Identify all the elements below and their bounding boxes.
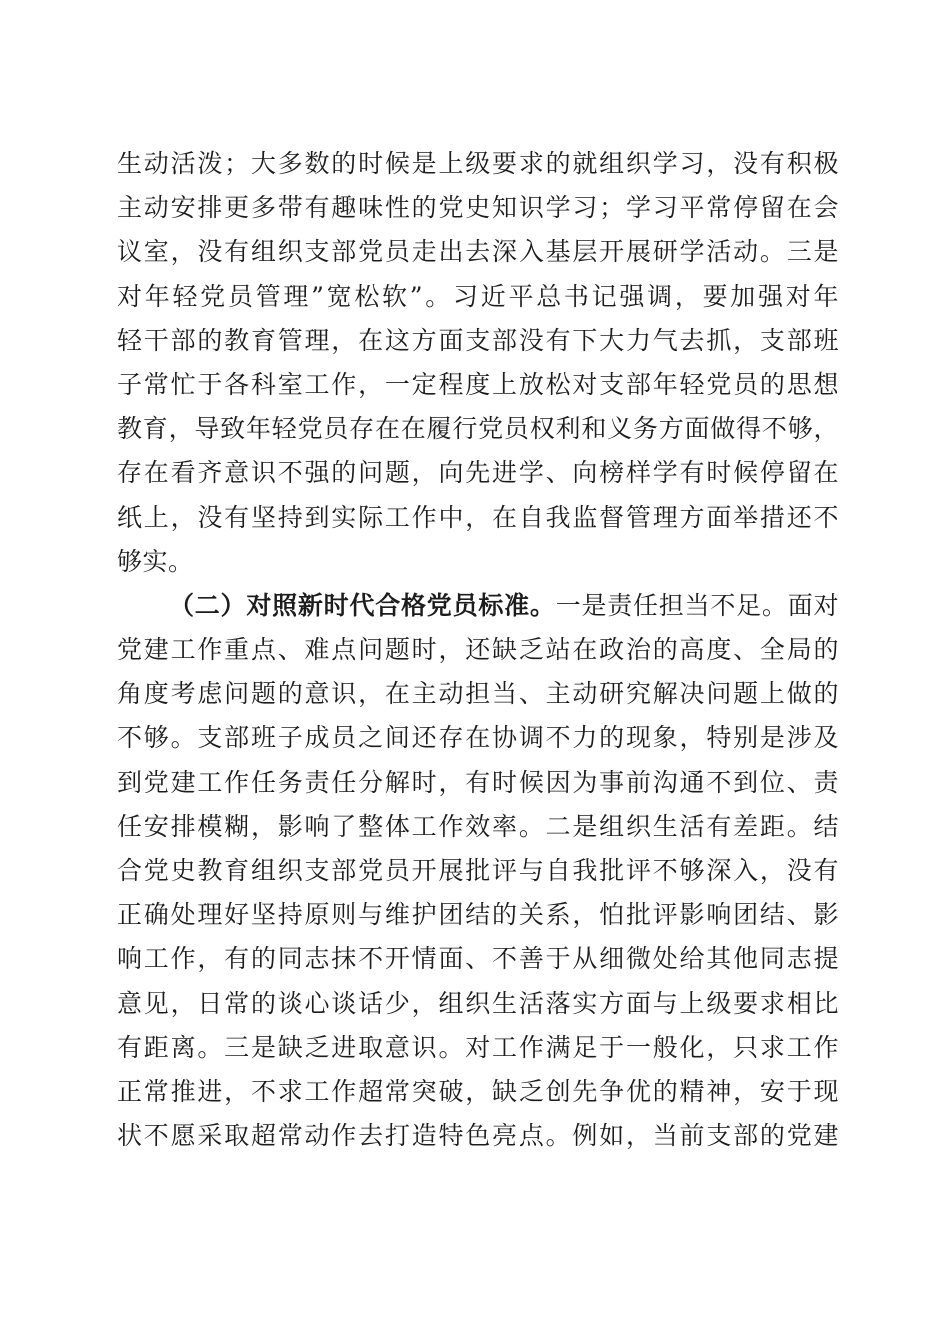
text-line: 意见，日常的谈心谈话少，组织生活落实方面与上级要求相比	[117, 988, 839, 1018]
text-line: 子常忙于各科室工作，一定程度上放松对支部年轻党员的思想	[117, 369, 839, 399]
text-line: 任安排模糊，影响了整体工作效率。二是组织生活有差距。结	[117, 811, 839, 841]
text-line: 生动活泼；大多数的时候是上级要求的就组织学习，没有积极	[117, 149, 839, 178]
section-first-line-text: 一是责任担当不足。面对	[555, 590, 839, 620]
text-line: 轻干部的教育管理，在这方面支部没有下大力气去抓，支部班	[117, 325, 839, 355]
section-heading: （二）对照新时代合格党员标准。	[169, 590, 556, 620]
text-line: 正确处理好坚持原则与维护团结的关系，怕批评影响团结、影	[117, 900, 839, 930]
text-line: 合党史教育组织支部党员开展批评与自我批评不够深入，没有	[117, 856, 839, 885]
text-line: 角度考虑问题的意识，在主动担当、主动研究解决问题上做的	[117, 679, 839, 709]
text-line: 纸上，没有坚持到实际工作中，在自我监督管理方面举措还不	[117, 502, 839, 532]
text-line: 不够。支部班子成员之间还存在协调不力的现象，特别是涉及	[117, 723, 839, 753]
text-line: 党建工作重点、难点问题时，还缺乏站在政治的高度、全局的	[117, 635, 839, 665]
text-line: 议室，没有组织支部党员走出去深入基层开展研学活动。三是	[117, 237, 839, 267]
text-line: 到党建工作任务责任分解时，有时候因为事前沟通不到位、责	[117, 767, 839, 797]
text-line: 响工作，有的同志抹不开情面、不善于从细微处给其他同志提	[117, 944, 839, 974]
document-body	[117, 142, 839, 1158]
text-line: 状不愿采取超常动作去打造特色亮点。例如，当前支部的党建	[117, 1121, 839, 1151]
text-line: 够实。	[117, 546, 194, 576]
text-line: 正常推进，不求工作超常突破，缺乏创先争优的精神，安于现	[117, 1076, 839, 1106]
section-first-line	[117, 584, 839, 628]
text-line: 存在看齐意识不强的问题，向先进学、向榜样学有时候停留在	[117, 458, 839, 488]
text-line: 有距离。三是缺乏进取意识。对工作满足于一般化，只求工作	[117, 1032, 839, 1062]
text-line: 对年轻党员管理”宽松软”。习近平总书记强调，要加强对年	[117, 281, 839, 311]
text-line: 主动安排更多带有趣味性的党史知识学习；学习平常停留在会	[117, 193, 839, 223]
text-line: 教育，导致年轻党员存在在履行党员权利和义务方面做得不够，	[117, 414, 839, 444]
